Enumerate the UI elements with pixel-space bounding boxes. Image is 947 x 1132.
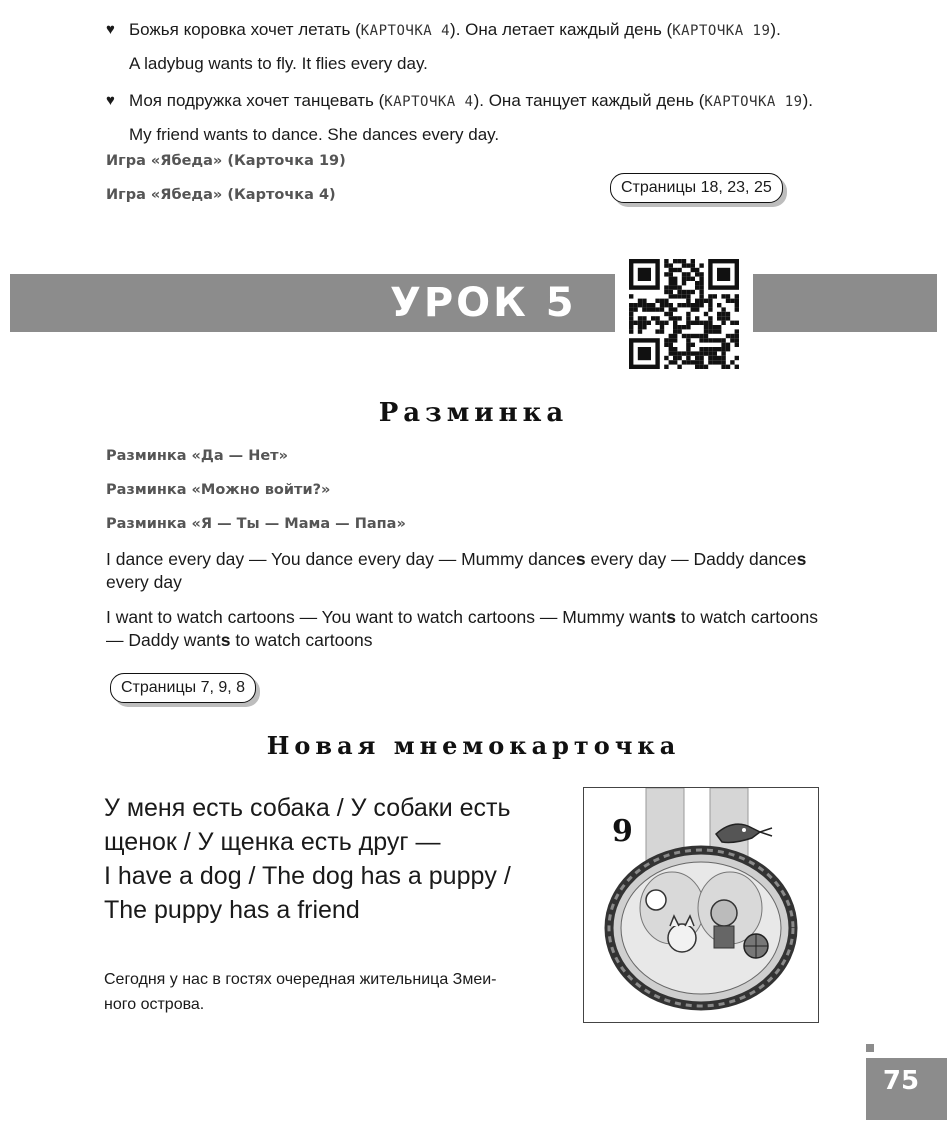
guest-line: Сегодня у нас в гостях очередная жительница Змеи-	[104, 971, 497, 988]
pages-reference-pill: Страницы 18, 23, 25	[610, 173, 783, 203]
card-reference: КАРТОЧКА 19	[704, 94, 803, 110]
page-corner-pixel	[866, 1044, 874, 1052]
mnemo-title: Новая мнемокарточка	[266, 731, 681, 760]
bullet-en-text: My friend wants to dance. She dances every day.	[129, 125, 500, 144]
chant-sentence: I dance every day — You dance every day — Mummy dances every day — Daddy dances every day	[106, 549, 807, 592]
warmup-item: Разминка «Можно войти?»	[106, 482, 331, 498]
qr-code-icon	[615, 251, 753, 384]
card-reference: КАРТОЧКА 4	[384, 94, 474, 110]
qr-code[interactable]	[615, 251, 753, 384]
warmup-item: Разминка «Я — Ты — Мама — Папа»	[106, 516, 406, 532]
game-item: Игра «Ябеда» (Карточка 4)	[106, 187, 336, 203]
mnemo-line: I have a dog / The dog has a puppy /	[104, 862, 511, 890]
page-corner-notch	[874, 1050, 882, 1058]
card-number: 9	[612, 814, 633, 849]
guest-line: ного острова.	[104, 996, 205, 1013]
mnemo-phrase	[104, 791, 574, 927]
mnemo-line: У меня есть собака / У собаки есть	[104, 794, 511, 822]
heart-bullet-icon: ♥	[106, 21, 115, 38]
lesson-title: УРОК 5	[390, 280, 577, 326]
game-item: Игра «Ябеда» (Карточка 19)	[106, 153, 346, 169]
bullet-ru-text: Божья коровка хочет летать (КАРТОЧКА 4). Она летает каждый день (КАРТОЧКА 19).	[129, 20, 781, 39]
warmup-item: Разминка «Да — Нет»	[106, 448, 288, 464]
chant-sentence: I want to watch cartoons — You want to watch cartoons — Mummy wants to watch cartoons — Daddy wants to watch cartoons	[106, 607, 819, 650]
pages-reference-pill: Страницы 7, 9, 8	[110, 673, 256, 703]
mnemo-line: The puppy has a friend	[104, 896, 360, 924]
guest-description	[104, 967, 574, 1017]
bullet-ru-text: Моя подружка хочет танцевать (КАРТОЧКА 4). Она танцует каждый день (КАРТОЧКА 19).	[129, 91, 813, 110]
card-reference: КАРТОЧКА 4	[360, 23, 451, 39]
heart-bullet-icon: ♥	[106, 92, 115, 109]
mnemo-line: щенок / У щенка есть друг —	[104, 828, 441, 856]
card-reference: КАРТОЧКА 19	[672, 23, 771, 39]
warmup-title: Разминка	[378, 398, 569, 428]
bullet-en-text: A ladybug wants to fly. It flies every day.	[129, 54, 428, 73]
mnemo-card	[583, 787, 819, 1023]
page-number: 75	[882, 1066, 920, 1096]
